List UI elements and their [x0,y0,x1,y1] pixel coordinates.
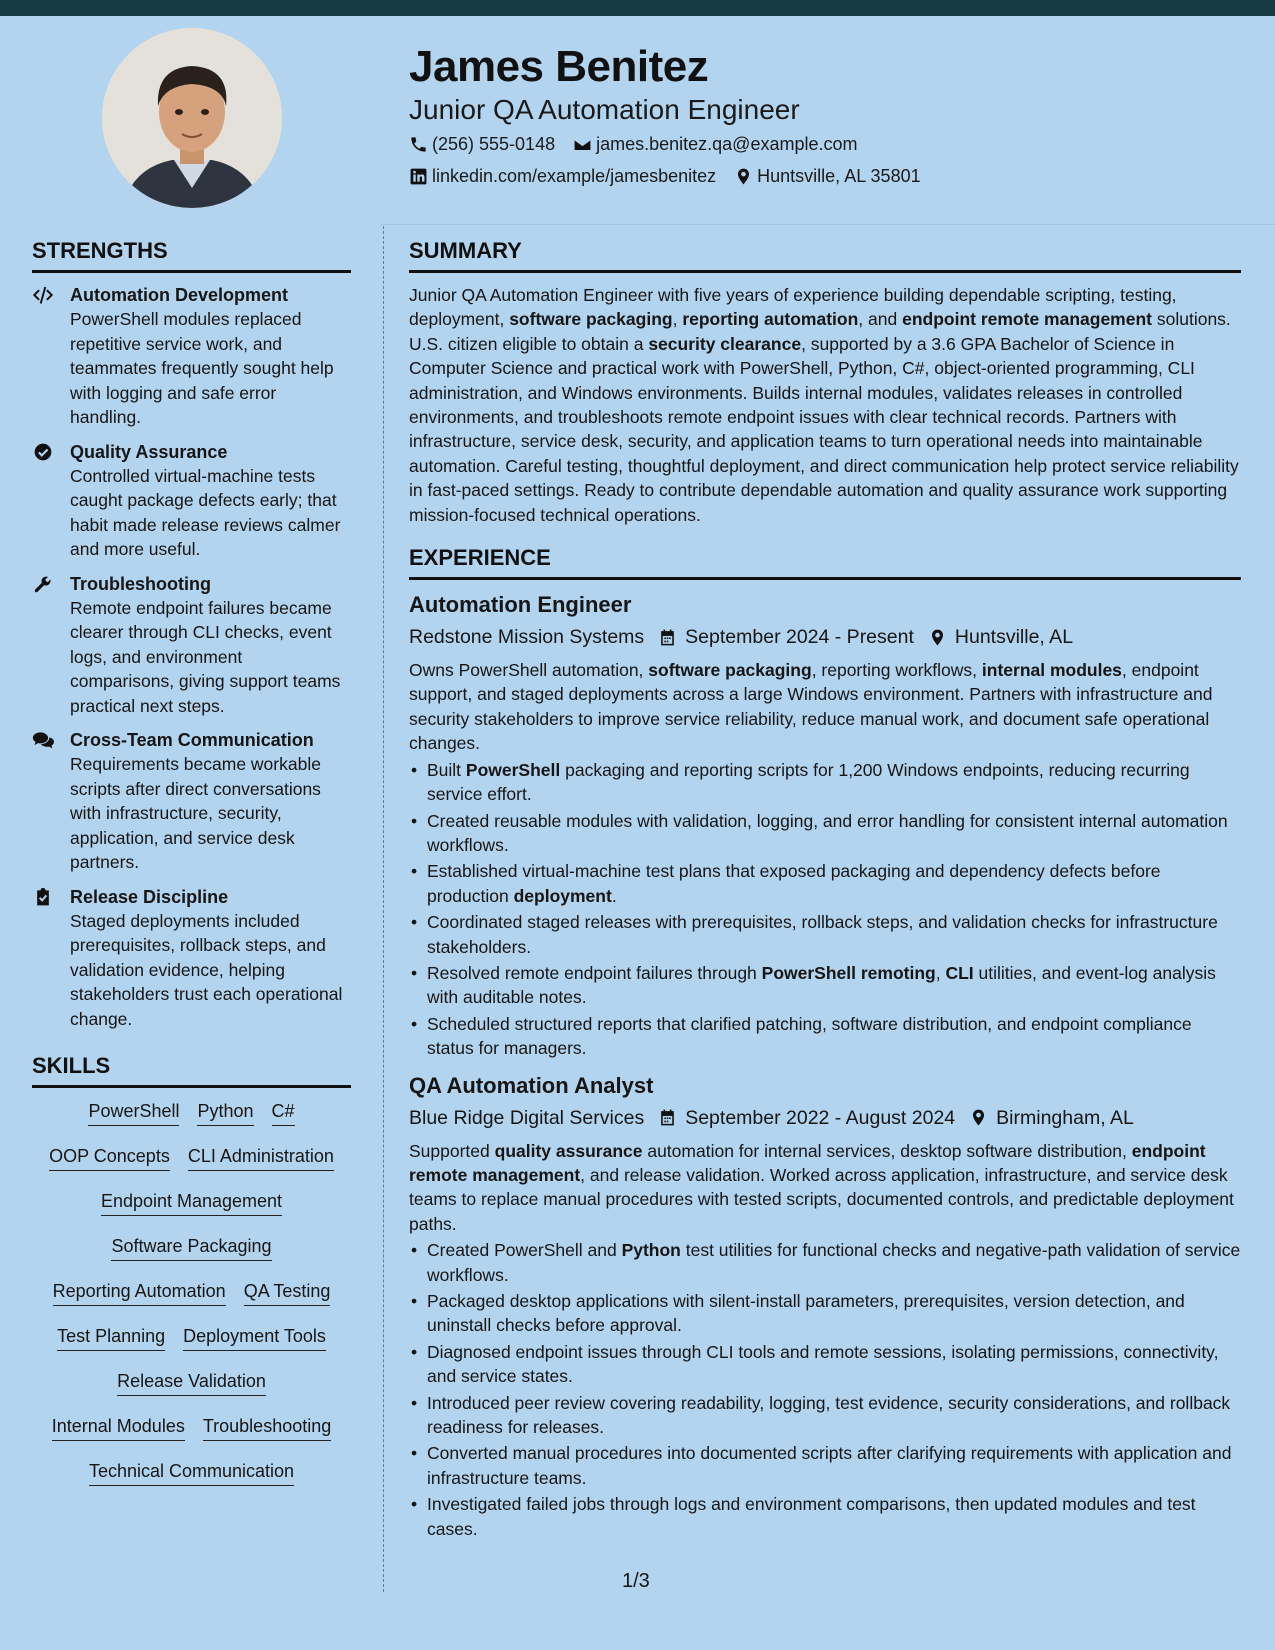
location-contact [734,166,920,187]
location-text: Huntsville, AL 35801 [757,166,921,186]
job-dates: September 2024 - Present [685,626,914,649]
candidate-name: James Benitez [409,42,709,91]
top-accent-bar [0,0,1275,16]
envelope-icon [573,135,592,154]
profile-photo [102,28,282,208]
map-pin-icon [969,1108,988,1127]
skill-tag: PowerShell [88,1100,179,1126]
list-item: • Packaged desktop applications with silent-install parameters, prerequisites, version detection, and uninstall checks before approval. [409,1289,1241,1338]
strength-desc: Staged deployments included prerequisites, rollback steps, and validation evidence, helping stakeholders trust each operational change. [70,910,343,1029]
linkedin-text: linkedin.com/example/jamesbenitez [432,166,717,186]
wrench-icon [32,574,54,594]
list-item: • Introduced peer review covering readability, logging, test evidence, security considerations, and rollback readiness for releases. [409,1391,1241,1440]
strength-desc: Remote endpoint failures became clearer through CLI checks, event logs, and environment comparisons, giving support teams practical next steps. [70,597,341,716]
strength-title: Release Discipline [70,886,229,907]
job-title: QA Automation Analyst [409,1072,654,1098]
skill-tag: Python [197,1100,253,1126]
phone-text: (256) 555-0148 [432,134,556,154]
job-entry [409,1071,1241,1542]
skill-tag: Test Planning [57,1325,165,1351]
strengths-heading: STRENGTHS [32,238,351,273]
job-location: Huntsville, AL [954,626,1074,649]
phone-icon [409,135,428,154]
experience-heading: EXPERIENCE [409,545,1241,580]
job-meta [409,1105,1241,1131]
skill-tag: Reporting Automation [53,1280,226,1306]
job-dates: September 2022 - August 2024 [685,1106,956,1129]
list-item: • Established virtual-machine test plans that exposed packaging and dependency defects before production deployment. [409,859,1241,908]
phone-contact[interactable] [409,134,555,155]
calendar-icon [658,628,677,647]
skill-tag: Troubleshooting [203,1415,331,1441]
skill-tag: Endpoint Management [101,1190,282,1216]
strength-item [32,283,351,430]
left-column [32,238,351,1501]
header-divider [381,224,1275,225]
page-number: 1/3 [622,1570,650,1592]
strength-item [32,728,351,875]
email-contact[interactable] [573,134,857,155]
contact-row-2 [409,166,939,187]
strength-title: Quality Assurance [70,441,228,462]
job-title: Automation Engineer [409,592,632,618]
map-pin-icon [734,167,753,186]
code-icon [32,285,54,305]
skills-heading: SKILLS [32,1053,351,1088]
list-item: • Coordinated staged releases with prerequisites, rollback steps, and validation checks for infrastructure stakeholders. [409,910,1241,959]
list-item: • Created reusable modules with validation, logging, and error handling for consistent internal automation workflows. [409,809,1241,858]
skill-tag: CLI Administration [188,1145,334,1171]
list-item: • Converted manual procedures into documented scripts after clarifying requirements with application and infrastructure teams. [409,1441,1241,1490]
list-item: • Investigated failed jobs through logs and environment comparisons, then updated modules and test cases. [409,1492,1241,1541]
job-description: Supported quality assurance automation for internal services, desktop software distribution, endpoint remote management, and release validation. Worked across application, infrastructure, and service desk teams to replace manual procedures with tested scripts, documented controls, and predictable deployment paths. [409,1140,1234,1234]
strength-item [32,885,351,1032]
skill-tag: C# [272,1100,295,1126]
candidate-role: Junior QA Automation Engineer [409,94,800,125]
job-entry [409,590,1241,1061]
list-item: • Resolved remote endpoint failures through PowerShell remoting, CLI utilities, and event-log analysis with auditable notes. [409,961,1241,1010]
job-company: Blue Ridge Digital Services [409,1106,645,1129]
contact-row-1 [409,134,876,155]
strength-desc: Requirements became workable scripts after direct conversations with infrastructure, security, application, and service desk partners. [70,754,321,872]
map-pin-icon [928,628,947,647]
job-location: Birmingham, AL [996,1106,1134,1129]
strength-item [32,572,351,719]
list-item: • Diagnosed endpoint issues through CLI tools and remote sessions, isolating permissions, connectivity, and service states. [409,1340,1241,1389]
skills-list [32,1096,351,1501]
summary-heading: SUMMARY [409,238,1241,273]
skill-tag: OOP Concepts [49,1145,170,1171]
skill-tag: Release Validation [117,1370,266,1396]
list-item: • Scheduled structured reports that clarified patching, software distribution, and endpoint compliance status for managers. [409,1012,1241,1061]
skill-tag: Software Packaging [111,1235,271,1261]
clipboard-check-icon [32,887,54,907]
column-divider [383,226,384,1592]
calendar-icon [658,1108,677,1127]
email-text: james.benitez.qa@example.com [596,134,858,154]
strength-desc: PowerShell modules replaced repetitive service work, and teammates frequently sought help with logging and safe error handling. [70,309,334,427]
strength-title: Automation Development [70,285,289,305]
list-item: • Built PowerShell packaging and reporting scripts for 1,200 Windows endpoints, reducing recurring service effort. [409,758,1241,807]
strength-title: Troubleshooting [70,573,211,594]
job-meta [409,624,1241,650]
job-description: Owns PowerShell automation, software packaging, reporting workflows, internal modules, endpoint support, and staged deployments across a large Windows environment. Partners with infrastructure and security stakeholders to improve service reliability, reduce manual work, and document safe operational changes. [409,660,1213,754]
strength-item [32,440,351,562]
job-bullets [409,758,1241,1061]
skill-tag: Technical Communication [89,1460,294,1486]
summary-text: Junior QA Automation Engineer with five years of experience building dependable scripting, testing, deployment, software packaging, reporting automation, and endpoint remote management solutions. U.S. citizen eligible to obtain a security clearance, supported by a 3.6 GPA Bachelor of Science in Computer Science and practical work with PowerShell, Python, C#, object-oriented programming, CLI administration, and Windows environments. Builds internal modules, validates releases in controlled environments, and troubleshoots remote endpoint issues with clear technical records. Partners with infrastructure, service desk, security, and application teams to turn operational needs into maintainable automation. Careful testing, thoughtful deployment, and direct communication help protect service reliability in fast-paced settings. Ready to contribute dependable automation and quality assurance work supporting mission-focused technical operations. [409,285,1239,525]
comments-icon [32,730,54,750]
strength-title: Cross-Team Communication [70,730,314,750]
job-bullets [409,1238,1241,1541]
job-company: Redstone Mission Systems [409,626,645,649]
skill-tag: Deployment Tools [183,1325,326,1351]
linkedin-icon [409,167,428,186]
strength-desc: Controlled virtual-machine tests caught package defects early; that habit made release reviews calmer and more useful. [70,465,341,559]
list-item: • Created PowerShell and Python test utilities for functional checks and negative-path validation of service workflows. [409,1238,1241,1287]
right-column [409,238,1241,1543]
skill-tag: Internal Modules [52,1415,185,1441]
check-circle-icon [32,442,54,462]
skill-tag: QA Testing [244,1280,331,1306]
linkedin-contact[interactable] [409,166,716,187]
